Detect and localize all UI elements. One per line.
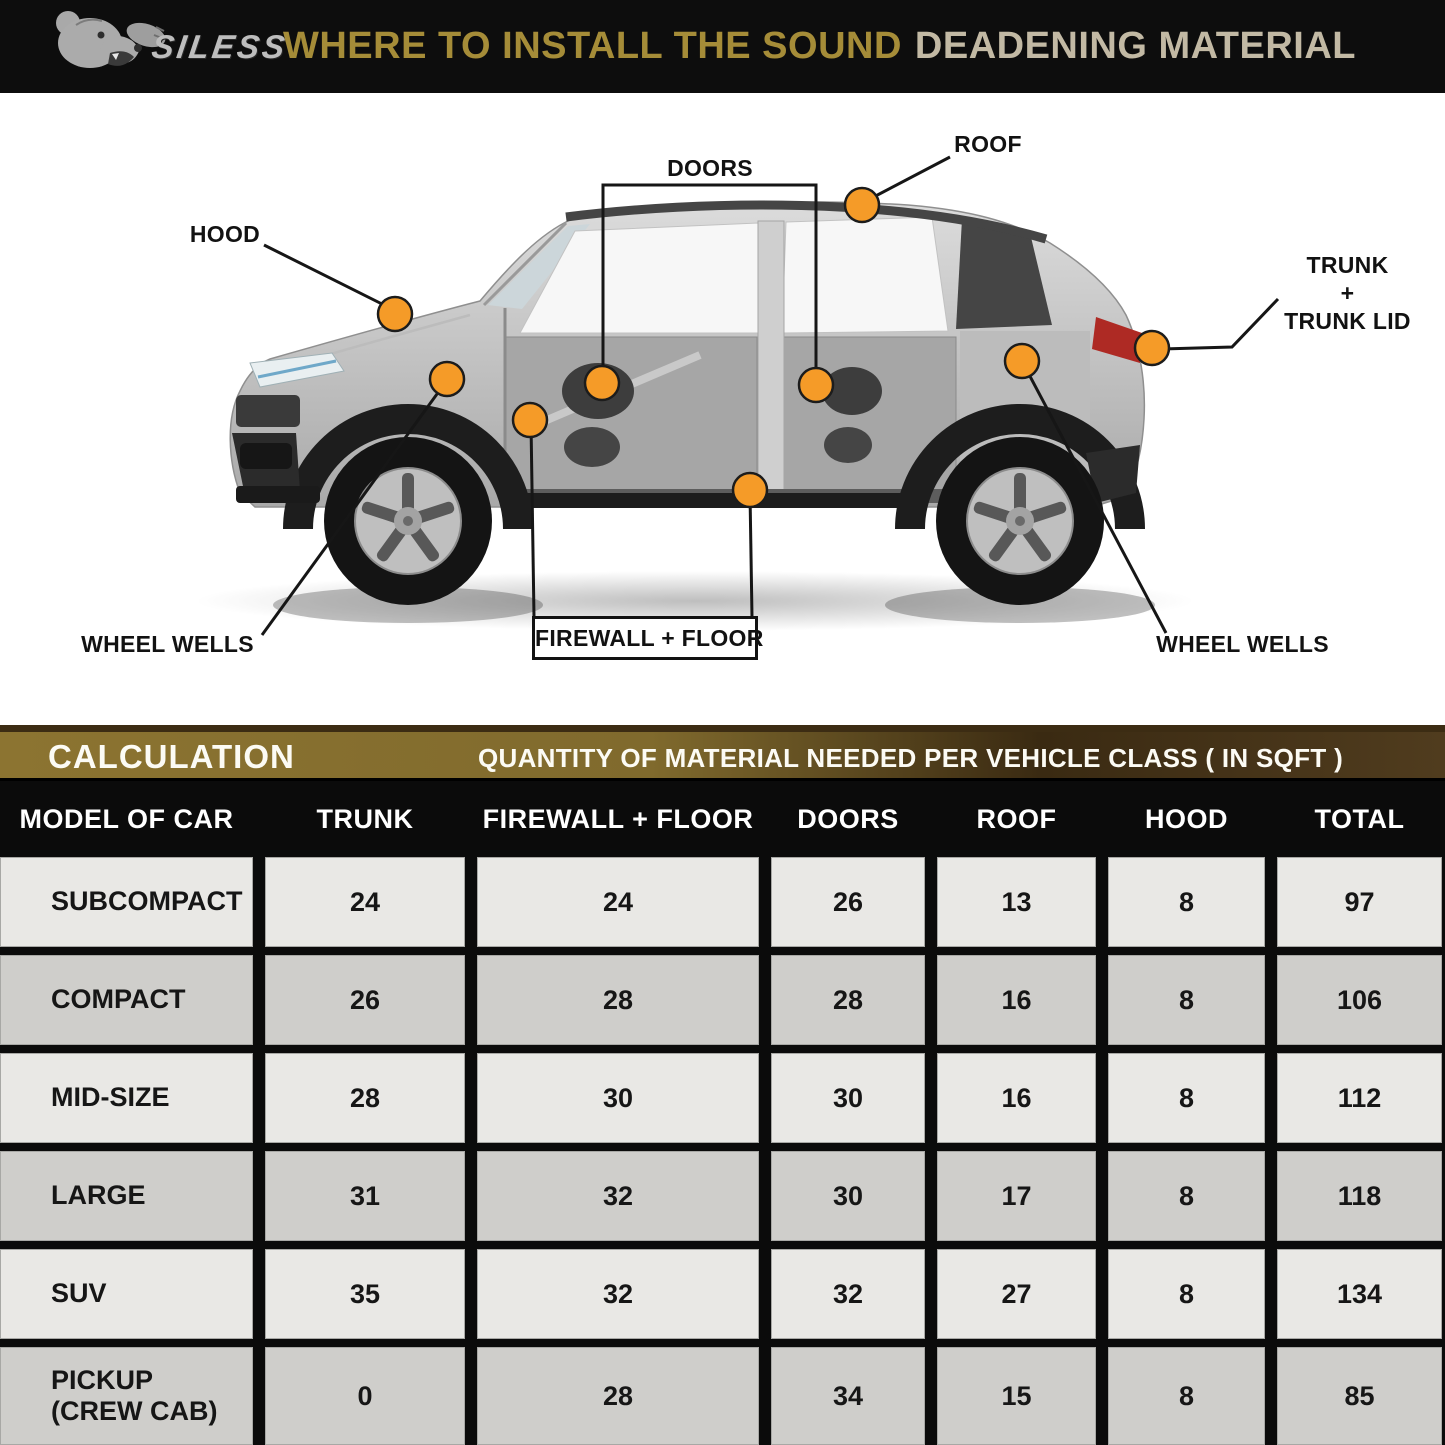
b-pillar (758, 221, 784, 499)
value-cell: 30 (771, 1151, 925, 1241)
page-title-part2: DEADENING MATERIAL (914, 25, 1356, 67)
car-diagram (0, 93, 1445, 725)
value-cell: 85 (1277, 1347, 1442, 1445)
model-cell: MID-SIZE (0, 1053, 253, 1143)
column-header-firewall: FIREWALL + FLOOR (482, 803, 754, 834)
table-row (0, 857, 1445, 947)
value-cell: 8 (1108, 1053, 1265, 1143)
rear-door-marker (799, 368, 833, 402)
hood-callout-line (264, 245, 392, 309)
value-cell: 15 (937, 1347, 1096, 1445)
value-cell: 32 (771, 1249, 925, 1339)
label-trunk-trunk-lid (1255, 251, 1440, 335)
value-cell: 28 (771, 955, 925, 1045)
value-cell: 134 (1277, 1249, 1442, 1339)
model-cell: SUV (0, 1249, 253, 1339)
column-header-total: TOTAL (1314, 803, 1405, 834)
table-row (0, 1347, 1445, 1445)
value-cell: 26 (771, 857, 925, 947)
value-cell: 8 (1108, 1347, 1265, 1445)
table-row (0, 955, 1445, 1045)
calculation-bar (0, 725, 1445, 781)
model-cell: PICKUP (CREW CAB) (0, 1347, 253, 1445)
rear-wheel-well-marker (1005, 344, 1039, 378)
column-header-trunk: TRUNK (316, 803, 414, 834)
value-cell: 17 (937, 1151, 1096, 1241)
rocker-trim (516, 493, 912, 508)
label-firewall-floor: FIREWALL + FLOOR (532, 616, 758, 660)
label-wheel-wells-right: WHEEL WELLS (1156, 631, 1329, 657)
column-header-hood: HOOD (1145, 803, 1228, 834)
value-cell: 35 (265, 1249, 465, 1339)
front-wheel (324, 437, 492, 605)
brand-logo (38, 6, 291, 88)
page-title (283, 0, 1356, 93)
value-cell: 30 (771, 1053, 925, 1143)
roof-marker (845, 188, 879, 222)
value-cell: 8 (1108, 857, 1265, 947)
value-cell: 27 (937, 1249, 1096, 1339)
trunk-marker (1135, 331, 1169, 365)
value-cell: 32 (477, 1151, 759, 1241)
vehicle-table-body (0, 857, 1445, 1445)
value-cell: 24 (477, 857, 759, 947)
value-cell: 8 (1108, 1151, 1265, 1241)
value-cell: 28 (477, 955, 759, 1045)
value-cell: 118 (1277, 1151, 1442, 1241)
value-cell: 28 (265, 1053, 465, 1143)
value-cell: 0 (265, 1347, 465, 1445)
value-cell: 16 (937, 1053, 1096, 1143)
label-trunk-line2: + (1340, 280, 1355, 306)
brand-name: SILESS (149, 28, 291, 65)
value-cell: 8 (1108, 1249, 1265, 1339)
value-cell: 34 (771, 1347, 925, 1445)
label-roof: ROOF (954, 131, 1022, 157)
value-cell: 24 (265, 857, 465, 947)
model-cell: COMPACT (0, 955, 253, 1045)
front-wheel-well-marker (430, 362, 464, 396)
table-row (0, 1249, 1445, 1339)
column-header-model: MODEL OF CAR (19, 803, 234, 834)
value-cell: 30 (477, 1053, 759, 1143)
bear-logo-icon (38, 7, 168, 87)
column-header-roof: ROOF (976, 803, 1057, 834)
value-cell: 31 (265, 1151, 465, 1241)
value-cell: 106 (1277, 955, 1442, 1045)
label-trunk-line1: TRUNK (1306, 252, 1389, 278)
roof-callout-line (866, 157, 950, 201)
firewall-marker (513, 403, 547, 437)
value-cell: 13 (937, 857, 1096, 947)
page-title-part1: WHERE TO INSTALL THE SOUND (283, 25, 902, 67)
table-row (0, 1053, 1445, 1143)
rear-wheel (936, 437, 1104, 605)
floor-marker (733, 473, 767, 507)
calculation-title: CALCULATION (48, 738, 295, 775)
label-wheel-wells-left: WHEEL WELLS (81, 631, 254, 657)
label-trunk-line3: TRUNK LID (1284, 308, 1411, 334)
value-cell: 112 (1277, 1053, 1442, 1143)
hood-marker (378, 297, 412, 331)
label-hood: HOOD (189, 221, 261, 247)
label-doors: DOORS (667, 155, 753, 181)
firewall-callout-line-right (750, 493, 752, 617)
value-cell: 26 (265, 955, 465, 1045)
front-door-marker (585, 366, 619, 400)
table-row (0, 1151, 1445, 1241)
value-cell: 28 (477, 1347, 759, 1445)
model-cell: SUBCOMPACT (0, 857, 253, 947)
grille (236, 395, 300, 427)
fog-light (240, 443, 292, 469)
model-cell: LARGE (0, 1151, 253, 1241)
header (0, 0, 1445, 93)
column-header-doors: DOORS (797, 803, 899, 834)
value-cell: 8 (1108, 955, 1265, 1045)
calculation-subtitle: QUANTITY OF MATERIAL NEEDED PER VEHICLE CLASS ( IN SQFT ) (478, 743, 1344, 773)
value-cell: 97 (1277, 857, 1442, 947)
value-cell: 32 (477, 1249, 759, 1339)
value-cell: 16 (937, 955, 1096, 1045)
table-header (0, 781, 1445, 857)
rear-window-opening (782, 217, 948, 333)
